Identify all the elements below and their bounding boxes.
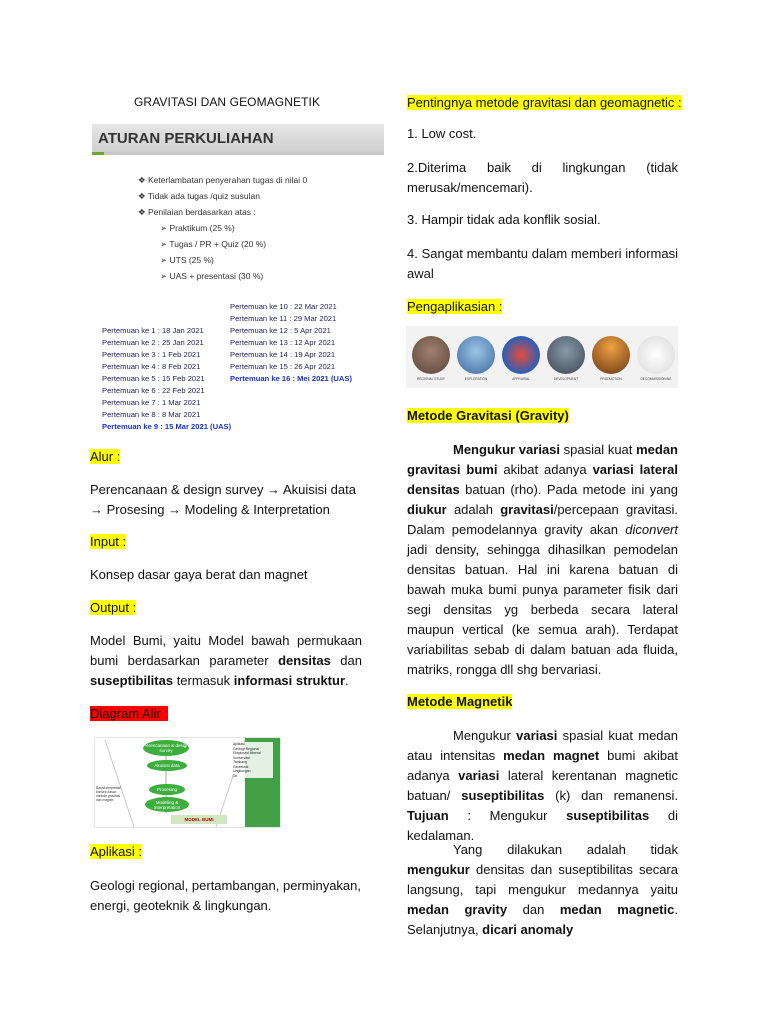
schedule-row: Pertemuan ke 2 : 25 Jan 2021 [102, 338, 204, 347]
app-label: APPRAISAL [512, 377, 530, 381]
rules-subitem: ➢ Praktikum (25 %) [160, 223, 235, 233]
magnetik-label: Metode Magnetik [407, 694, 513, 709]
schedule-row: Pertemuan ke 10 : 22 Mar 2021 [230, 302, 337, 311]
diagram-step: Prosesing [149, 784, 185, 795]
rules-item: ❖ Penilaian berdasarkan atas : [138, 207, 256, 217]
schedule-row: Pertemuan ke 14 : 19 Apr 2021 [230, 350, 336, 359]
schedule-row: Pertemuan ke 11 : 29 Mar 2021 [230, 314, 337, 323]
diagram-side-list: Aplikasi Geologi Regional Eksplorasi Mineral Konservasi Tambang Geoteknik Lingkungan Dll [233, 742, 273, 778]
aplikasi-text: Geologi regional, pertambangan, perminyakan, energi, geoteknik & lingkungan. [90, 878, 362, 913]
app-label: DECOMMISSIONING [640, 377, 672, 381]
app-label: EXPLORATION [464, 377, 488, 381]
schedule-row: Pertemuan ke 7 : 1 Mar 2021 [102, 398, 201, 407]
aplikasi-label: Aplikasi : [90, 844, 143, 859]
app-label: REGIONAL STUDY [416, 377, 446, 381]
rules-subitem: ➢ UTS (25 %) [160, 255, 214, 265]
schedule-row-uts: Pertemuan ke 9 : 15 Mar 2021 (UAS) [102, 422, 232, 431]
decommissioning-image [637, 336, 675, 374]
output-label: Output : [90, 600, 137, 615]
rules-subitem: ➢ Tugas / PR + Quiz (20 %) [160, 239, 267, 249]
input-label: Input : [90, 534, 127, 549]
rules-slide [92, 124, 384, 292]
rules-item: ❖ Keterlambatan penyerahan tugas di nilai 0 [138, 175, 308, 185]
production-image [592, 336, 630, 374]
schedule-row: Pertemuan ke 1 : 18 Jan 2021 [102, 326, 204, 335]
schedule-row: Pertemuan ke 15 : 26 Apr 2021 [230, 362, 336, 371]
importance-label: Pentingnya metode gravitasi dan geomagnetic : [407, 95, 682, 110]
diagram-label: Diagram Alir : [90, 706, 169, 721]
schedule-row: Pertemuan ke 13 : 12 Apr 2021 [230, 338, 336, 347]
schedule-row: Pertemuan ke 12 : 5 Apr 2021 [230, 326, 331, 335]
development-image [547, 336, 585, 374]
schedule-table [94, 300, 384, 436]
measurement-paragraph: Yang dilakukan adalah tidak mengukur densitas dan suseptibilitas secara langsung, tapi mengukur medannya yaitu medan gravity dan medan magnetic. Selanjutnya, dicari anomaly [407, 842, 678, 937]
importance-point: 3. Hampir tidak ada konflik sosial. [407, 212, 601, 227]
input-text: Konsep dasar gaya berat dan magnet [90, 567, 308, 582]
schedule-row: Pertemuan ke 5 : 15 Feb 2021 [102, 374, 205, 383]
diagram-step: Perencanaan & design survey [143, 740, 189, 756]
diagram-step: Modeling & Interpretation [145, 797, 189, 812]
schedule-row: Pertemuan ke 6 : 22 Feb 2021 [102, 386, 205, 395]
schedule-row-uas: Pertemuan ke 16 : Mei 2021 (UAS) [230, 374, 352, 383]
importance-point: 4. Sangat membantu dalam memberi informasi awal [407, 246, 678, 281]
schedule-row: Pertemuan ke 8 : 8 Mar 2021 [102, 410, 201, 419]
document-title: GRAVITASI DAN GEOMAGNETIK [134, 95, 321, 109]
magnetik-paragraph: Mengukur variasi spasial kuat medan atau intensitas medan magnet bumi akibat adanya variasi lateral kerentanan magnetic batuan/ suseptibilitas (k) dan remanensi. Tujuan : Mengukur suseptibilitas di kedalaman. [407, 728, 679, 843]
schedule-row: Pertemuan ke 3 : 1 Feb 2021 [102, 350, 201, 359]
app-label: PRODUCTION [600, 377, 622, 381]
appraisal-image [502, 336, 540, 374]
schedule-row: Pertemuan ke 4 : 8 Feb 2021 [102, 362, 201, 371]
gravity-label: Metode Gravitasi (Gravity) [407, 408, 569, 423]
rules-divider [92, 152, 384, 155]
importance-point: 2.Diterima baik di lingkungan (tidak merusak/mencemari). [407, 160, 678, 195]
rules-subitem: ➢ UAS + presentasi (30 %) [160, 271, 264, 281]
rules-heading: ATURAN PERKULIAHAN [98, 129, 274, 147]
application-images [406, 326, 678, 388]
app-label: DEVELOPMENT [553, 377, 579, 381]
rules-header [92, 124, 384, 152]
diagram-model: MODEL BUMI [171, 815, 227, 824]
rules-list [92, 155, 384, 284]
flow-diagram [94, 737, 281, 828]
importance-point: 1. Low cost. [407, 126, 477, 141]
diagram-step: Akuisisi data [147, 760, 187, 771]
rules-item: ❖ Tidak ada tugas /quiz susulan [138, 191, 260, 201]
pengaplikasian-label: Pengaplikasian : [407, 299, 503, 314]
gravity-paragraph: Mengukur variasi spasial kuat medan gravitasi bumi akibat adanya variasi lateral densitas batuan (rho). Pada metode ini yang diukur adalah gravitasi/percepaan gravitasi. Dalam pemodelannya gravity akan diconvert jadi density, sehingga dihasilkan pemodelan densitas batuan. Hal ini karena batuan di bawah muka bumi punya parameter fisik dari segi densitas yg berbeda secara lateral maupun vertical (ke semua arah). Terdapat variabilitas sebab di dalam batuan ada fluida, matriks, rongga dll shg bervariasi. [407, 442, 678, 677]
diagram-note: Baca/Interpretasi konsep dasar: metode gravitasi dan magnet [96, 786, 121, 802]
output-text: Model Bumi, yaitu Model bawah permukaan bumi berdasarkan parameter densitas dan suseptibilitas termasuk informasi struktur. [90, 633, 362, 688]
exploration-image [457, 336, 495, 374]
alur-label: Alur : [90, 449, 121, 464]
alur-text: Perencanaan & design survey → Akuisisi data → Prosesing → Modeling & Interpretation [90, 482, 356, 517]
regional-study-image [412, 336, 450, 374]
